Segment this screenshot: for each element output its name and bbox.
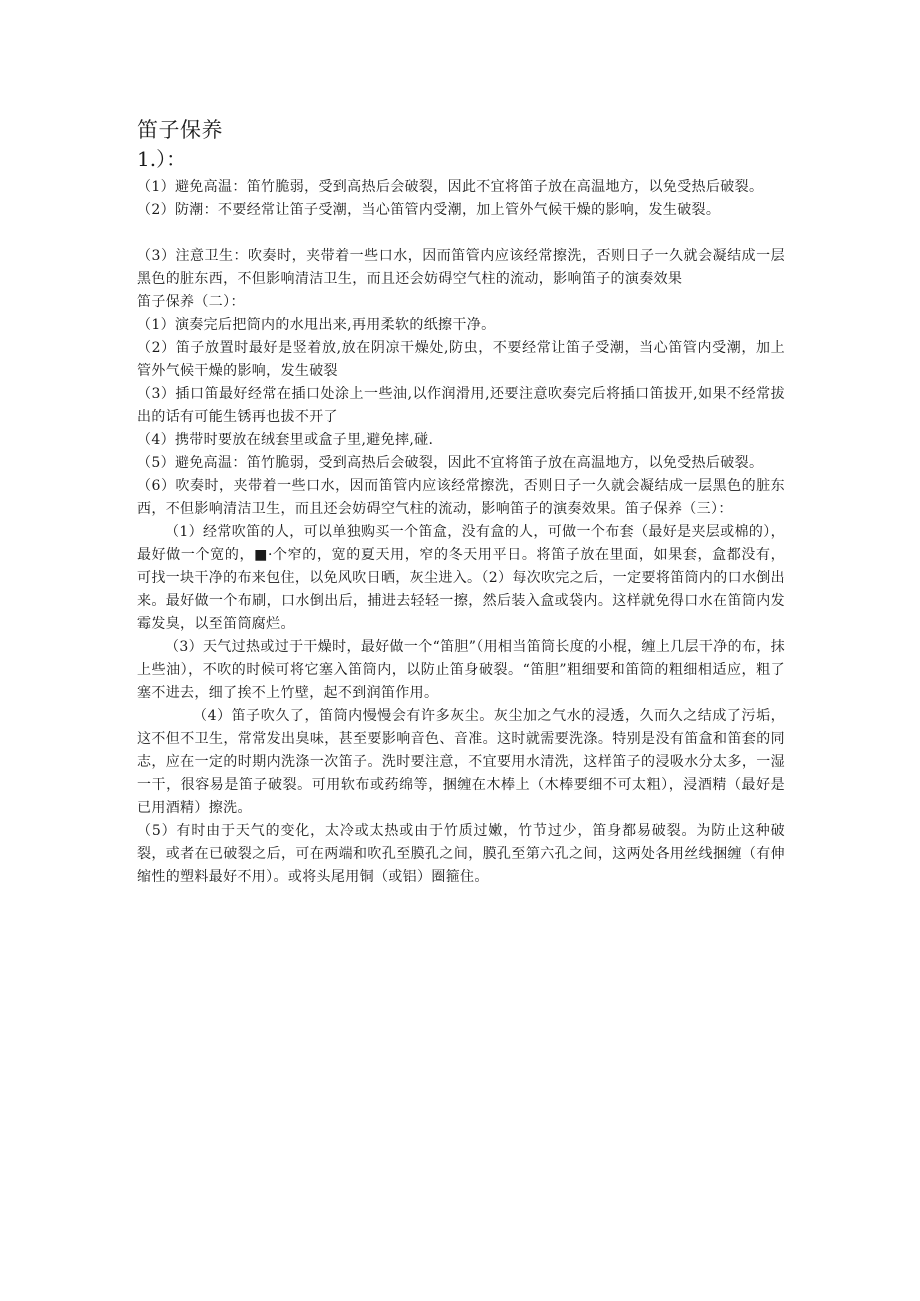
paragraph-2-1: （1）演奏完后把筒内的水甩出来,再用柔软的纸擦干净。 — [137, 317, 496, 333]
paragraph-2-6: （6）吹奏时，夹带着一些口水，因而笛管内应该经常擦洗，否则日子一久就会凝结成一层黑色的脏东西，不但影响清洁卫生，而且还会妨碍空气柱的流动，影响笛子的演奏效果。笛子保养（三）： — [137, 478, 785, 517]
paragraph-2-2: （2）笛子放置时最好是竖着放,放在阴凉干燥处,防虫，不要经常让笛子受潮，当心笛管内受潮，加上管外气候干燥的影响，发生破裂 — [137, 340, 785, 379]
paragraph-3-3: （3）天气过热或过于干燥时，最好做一个“笛胆”（用相当笛筒长度的小棍，缠上几层干净的布，抹上些油），不吹的时候可将它塞入笛筒内，以防止笛身破裂。“笛胆”粗细要和笛筒的粗细相适应，粗了塞不进去，细了挨不上竹壁，起不到润笛作用。 — [137, 639, 785, 701]
paragraph-2-3: （3）插口笛最好经常在插口处涂上一些油,以作润滑用,还要注意吹奏完后将插口笛拔开,如果不经常拔出的话有可能生锈再也拔不开了 — [137, 386, 785, 425]
document-title: 笛子保养 — [137, 118, 223, 142]
paragraph-hygiene: （3）注意卫生：吹奏时，夹带着一些口水，因而笛管内应该经常擦洗，否则日子一久就会凝结成一层黑色的脏东西，不但影响清洁卫生，而且还会妨碍空气柱的流动，影响笛子的演奏效果 — [137, 248, 785, 287]
document-body — [137, 116, 785, 889]
paragraph-2-4: （4）携带时要放在绒套里或盒子里,避免摔,碰. — [137, 432, 434, 448]
paragraph-moisture: （2）防潮：不要经常让笛子受潮，当心笛管内受潮，加上管外气候干燥的影响，发生破裂。 — [137, 202, 721, 218]
paragraph-3-5: （5）有时由于天气的变化，太冷或太热或由于竹质过嫩，竹节过少，笛身都易破裂。为防止这种破裂，或者在已破裂之后，可在两端和吹孔至膜孔之间，膜孔至第六孔之间，这两处各用丝线捆缠（有伸缩性的塑料最好不用）。或将头尾用铜（或铝）圈箍住。 — [137, 823, 785, 885]
paragraph-3-1: （1）经常吹笛的人，可以单独购买一个笛盒，没有盒的人，可做一个布套（最好是夹层或棉的），最好做一个宽的，■·个窄的，宽的夏天用，窄的冬天用平日。将笛子放在里面，如果套，盒都没有，可找一块干净的布来包住，以免风吹日晒，灰尘进入。（2）每次吹完之后，一定要将笛筒内的口水倒出来。最好做一个布刷，口水倒出后，捕进去轻轻一擦，然后装入盒或袋内。这样就免得口水在笛筒内发霉发臭，以至笛筒腐烂。 — [137, 524, 786, 632]
section-heading-two: 笛子保养（二）： — [137, 294, 245, 310]
section-heading: 1.）： — [137, 147, 187, 171]
paragraph-3-4: （4）笛子吹久了，笛筒内慢慢会有许多灰尘。灰尘加之气水的浸透，久而久之结成了污垢，这不但不卫生，常常发出臭味，甚至要影响音色、音准。这时就需要洗涤。特别是没有笛盒和笛套的同志，应在一定的时期内洗涤一次笛子。洗时要注意，不宜要用水清洗，这样笛子的浸吸水分太多，一湿一干，很容易是笛子破裂。可用软布或药绵等，捆缠在木棒上（木棒要细不可太粗），浸酒精（最好是已用酒精）擦洗。 — [137, 708, 785, 816]
paragraph-2-5: （5）避免高温：笛竹脆弱，受到高热后会破裂，因此不宜将笛子放在高温地方，以免受热后破裂。 — [137, 455, 764, 471]
blank-line — [137, 222, 785, 245]
paragraph-high-temperature: （1）避免高温：笛竹脆弱，受到高热后会破裂，因此不宜将笛子放在高温地方，以免受热后破裂。 — [137, 179, 764, 195]
